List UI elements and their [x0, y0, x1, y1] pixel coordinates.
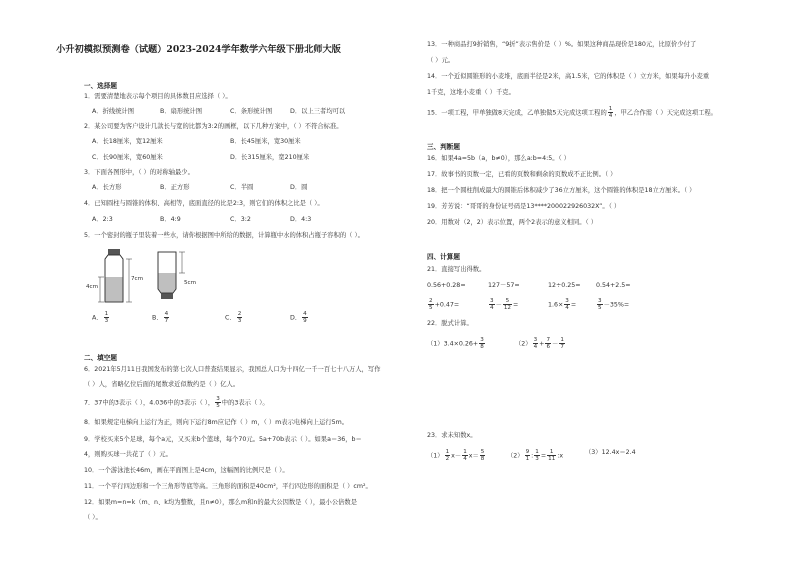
q3-stem: 3．下面各图形中，（ ）的对称轴最少。 — [84, 169, 194, 176]
q16: 16．如果4a=5b（a，b≠0），那么a:b=4:5。（ ） — [427, 155, 570, 162]
section-fill: 二、填空题 — [84, 354, 117, 362]
q1-option-d: D．以上三者均可以 — [290, 108, 346, 115]
q1-option-c: C．条形统计图 — [230, 108, 273, 115]
bottle-figure — [85, 246, 215, 306]
label-h3: 5cm — [184, 280, 197, 286]
q3-option-b: B．正方形 — [160, 184, 190, 191]
q1-option-b: B．扇形统计图 — [160, 108, 203, 115]
upright-bottle — [86, 249, 143, 302]
q6-line2: （ ）人，省略亿位后面的尾数求近似数约是（ ）亿人。 — [84, 381, 240, 388]
q21-item-6: $\frac{3}{4}$ － $\frac{5}{12}$ = — [490, 298, 519, 311]
q10: 10．一个游泳池长46m，画在平面图上是4cm，这幅图的比例尺是（ ）。 — [84, 467, 289, 474]
section-calc: 四、计算题 — [427, 253, 460, 261]
q2-option-a: A．长18厘米，宽12厘米 — [92, 138, 163, 145]
q17: 17．故事书的页数一定，已看的页数和剩余的页数成不正比例。（ ） — [427, 171, 617, 178]
q23-part-3: （3）12.4x＝2.4 — [585, 449, 636, 456]
q21-item-4: 0.54+2.5= — [596, 282, 631, 289]
q2-option-d: D．长315厘米，宽210厘米 — [230, 154, 310, 161]
page-title: 小升初模拟预测卷（试题）2023-2024学年数学六年级下册北师大版 — [56, 44, 341, 55]
q21-item-2: 127－57= — [488, 282, 520, 289]
q13-line2: （ ）元。 — [427, 57, 455, 64]
q23-part-1: （1） $\frac{1}{2}$ x－ $\frac{1}{4}$ x＝ $\frac{5}{8}$ — [427, 449, 485, 462]
section-choice: 一、选择题 — [84, 82, 117, 90]
q14-line2: 1千克，这堆小麦重（ ）千克。 — [427, 89, 515, 96]
q4-option-d: D．4:3 — [290, 216, 312, 223]
q5-option-c: C． $\frac{2}{3}$ — [225, 311, 242, 324]
q2-stem: 2．某公司要为客户设计几款长与宽的比都为3:2的画框，以下几种方案中，（ ）不符合标准。 — [84, 123, 343, 130]
q1-stem: 1．需要清楚地表示每个项目的具体数目应选择（ ）。 — [84, 93, 232, 100]
q7: 7．37中的3表示（ ），4.036中的3表示（ ）， $\frac{3}{5}$ 中的3表示（ ）。 — [84, 396, 269, 409]
q4-option-a: A．2:3 — [92, 216, 113, 223]
q4-stem: 4．已知圆柱与圆锥的体积、高相等，底面直径的比是2:3，则它们的体积之比是（ ）。 — [84, 200, 324, 207]
q21-item-5: $\frac{2}{5}$ +0.47= — [429, 298, 460, 311]
q18: 18．把一个圆柱削成最大的圆锥后体积减少了36立方厘米，这个圆锥的体积是18立方厘米。（ ） — [427, 187, 696, 194]
q22-part-2: （2） $\frac{3}{4}$ + $\frac{7}{6}$ － $\frac{1}{7}$ — [515, 337, 564, 350]
q21-stem: 21．直接写出得数。 — [427, 266, 486, 273]
section-judge: 三、判断题 — [427, 143, 460, 151]
q21-item-1: 0.56+0.28= — [427, 282, 466, 289]
q23-stem: 23．求未知数x。 — [427, 432, 477, 439]
q21-item-7: 1.6× $\frac{3}{4}$ = — [548, 298, 577, 311]
q4-option-b: B．4:9 — [160, 216, 181, 223]
q22-part-1: （1）3.4×0.26+ $\frac{3}{8}$ — [427, 337, 484, 350]
q5-stem: 5．一个密封的瓶子里装着一些水，请你根据图中所给的数据，计算瓶中水的体积占瓶子容积的（ ）。 — [84, 232, 364, 239]
q3-option-a: A．长方形 — [92, 184, 122, 191]
label-h1: 4cm — [86, 284, 99, 290]
q11: 11．一个平行四边形和一个三角形等底等高。三角形的面积是40cm²，平行四边形的面积是（ ）cm²。 — [84, 483, 372, 490]
q22-stem: 22．脱式计算。 — [427, 320, 473, 327]
q20: 20．用数对（2，2）表示位置，两个2表示的意义相同。（ ） — [427, 219, 598, 226]
q21-item-8: $\frac{3}{5}$ －35%= — [598, 298, 630, 311]
q21-item-3: 12÷0.25= — [548, 282, 581, 289]
q4-option-c: C．3:2 — [230, 216, 251, 223]
q9-line1: 9．学校买来5个足球，每个a元，又买来b个篮球，每个70元。5a+70b表示（ ）。如果a＝36，b＝ — [84, 436, 362, 443]
q2-option-b: B．长45厘米，宽30厘米 — [230, 138, 301, 145]
q5-option-d: D． $\frac{4}{9}$ — [290, 311, 307, 324]
q5-option-a: A． $\frac{1}{3}$ — [92, 311, 109, 324]
q8: 8．如果规定电梯向上运行为正，则向下运行8m应记作（ ）m，（ ）m表示电梯向上运行5m。 — [84, 419, 349, 426]
q3-option-d: D．圆 — [290, 184, 308, 191]
q12-line1: 12．如果m=n=k（m、n、k均为整数，且n≠0），那么m和n的最大公因数是（ ），最小公倍数是 — [84, 499, 358, 506]
q12-line2: （ ）。 — [84, 514, 102, 521]
label-h2: 7cm — [131, 276, 144, 282]
q23-part-2: （2） $\frac{9}{1}$ : $\frac{1}{3}$ = $\frac{1}{11}$ :x — [507, 449, 564, 462]
q2-option-c: C．长90厘米，宽60厘米 — [92, 154, 163, 161]
q1-option-a: A．折线统计图 — [92, 108, 135, 115]
q6-line1: 6．2021年5月11日我国发布的第七次人口普查结果显示，我国总人口为十四亿一千一百七十八万人，写作 — [84, 366, 381, 373]
right-page — [397, 0, 794, 562]
q19: 19．芳芳说：“哥哥的身份证号码是13****200022926032X”。（ ） — [427, 203, 621, 210]
inverted-bottle — [158, 252, 196, 299]
q9-line2: 4，则购买球一共花了（ ）元。 — [84, 451, 172, 458]
q5-option-b: B． $\frac{4}{7}$ — [152, 311, 169, 324]
q13-line1: 13．一种商品打9折销售，“9折”表示售价是（ ）%。如果这种商品现价是180元，比原价少付了 — [427, 41, 697, 48]
q15: 15．一项工程，甲单独做8天完成，乙单独做5天完成这项工程的 $\frac{1}{4}$ ，甲乙合作需（ ）天完成这项工程。 — [427, 106, 718, 119]
q3-option-c: C．半圆 — [230, 184, 254, 191]
q14-line1: 14．一个近似圆锥形的小麦堆，底面半径是2米，高1.5米，它的体积是（ ）立方米，如果每升小麦重 — [427, 73, 710, 80]
